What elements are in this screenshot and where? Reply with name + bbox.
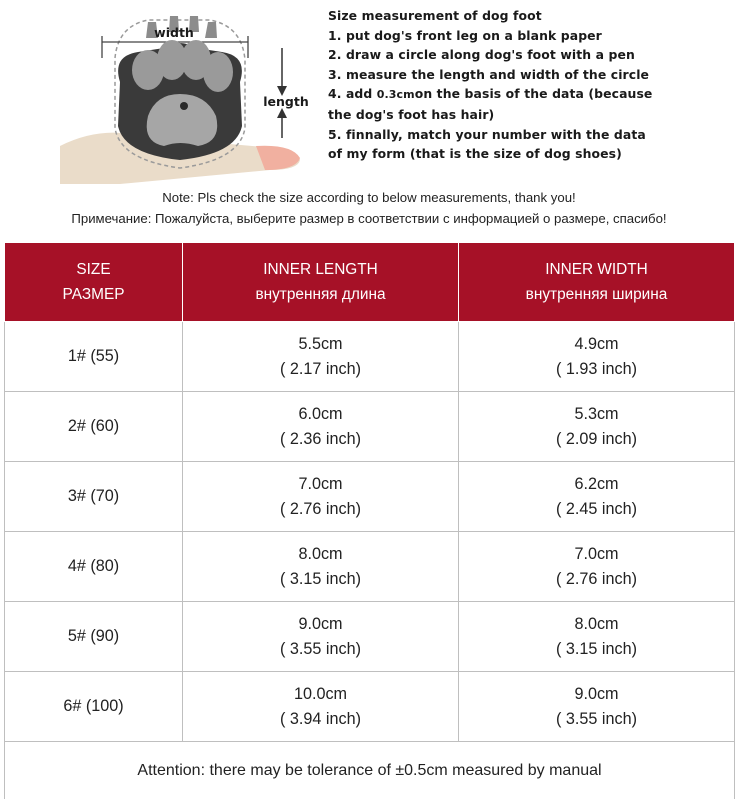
instruction-step-5: 5. finnally, match your number with the data [328, 126, 646, 142]
table-footer-row [5, 742, 735, 799]
tolerance-note: Attention: there may be tolerance of ±0.5cm measured by manual [5, 742, 735, 799]
table-row [5, 602, 735, 672]
measurement-guide [0, 0, 738, 182]
width-cm: 4.9cm [574, 334, 619, 353]
header-size-en: SIZE [76, 261, 111, 278]
header-length-ru: внутренняя длина [255, 286, 386, 303]
length-label: length [263, 94, 309, 109]
instruction-step-2: 2. draw a circle along dog's foot with a pen [328, 47, 635, 63]
width-cell [459, 532, 735, 602]
width-cell [459, 322, 735, 392]
instructions-title: Size measurement of dog foot [328, 8, 542, 23]
width-cell [459, 462, 735, 532]
width-cm: 8.0cm [574, 614, 619, 633]
size-table [4, 242, 735, 799]
width-label: width [154, 25, 194, 40]
length-cell [183, 392, 459, 462]
length-cell [183, 322, 459, 392]
width-cell [459, 672, 735, 742]
length-cell [183, 672, 459, 742]
width-inch: ( 3.15 inch) [556, 639, 637, 658]
instruction-step-5-cont: of my form (that is the size of dog shoes) [328, 146, 622, 162]
header-inner-length [183, 243, 459, 322]
size-cell: 1# (55) [5, 322, 183, 392]
width-cm: 7.0cm [574, 544, 619, 563]
width-inch: ( 2.09 inch) [556, 429, 637, 448]
width-cell [459, 392, 735, 462]
header-width-en: INNER WIDTH [545, 261, 648, 278]
size-cell: 4# (80) [5, 532, 183, 602]
length-inch: ( 2.36 inch) [280, 429, 361, 448]
size-cell: 3# (70) [5, 462, 183, 532]
length-cell [183, 602, 459, 672]
size-cell: 6# (100) [5, 672, 183, 742]
length-inch: ( 2.17 inch) [280, 359, 361, 378]
length-inch: ( 3.55 inch) [280, 639, 361, 658]
length-cm: 6.0cm [298, 404, 343, 423]
instruction-step-4 [328, 84, 733, 105]
header-length-en: INNER LENGTH [263, 261, 378, 278]
note-russian: Примечание: Пожалуйста, выберите размер в соответствии с информацией о размере, спасибо! [71, 211, 667, 226]
table-row [5, 462, 735, 532]
instruction-step-4-cont: the dog's foot has hair) [328, 106, 495, 122]
width-inch: ( 1.93 inch) [556, 359, 637, 378]
width-inch: ( 2.76 inch) [556, 569, 637, 588]
length-cm: 8.0cm [298, 544, 343, 563]
table-row [5, 532, 735, 602]
instruction-step-4-value: 0.3cm [376, 88, 415, 102]
table-row [5, 392, 735, 462]
width-cell [459, 602, 735, 672]
size-cell: 2# (60) [5, 392, 183, 462]
length-inch: ( 2.76 inch) [280, 499, 361, 518]
width-cm: 5.3cm [574, 404, 619, 423]
length-inch: ( 3.15 inch) [280, 569, 361, 588]
header-size-ru: РАЗМЕР [62, 286, 125, 303]
length-inch: ( 3.94 inch) [280, 709, 361, 728]
length-cm: 7.0cm [298, 474, 343, 493]
header-size [5, 243, 183, 322]
table-row [5, 672, 735, 742]
instruction-step-3: 3. measure the length and width of the circle [328, 66, 650, 82]
note-english: Note: Pls check the size according to below measurements, thank you! [162, 190, 576, 205]
instruction-step-1: 1. put dog's front leg on a blank paper [328, 27, 602, 43]
width-inch: ( 3.55 inch) [556, 709, 637, 728]
width-cm: 6.2cm [574, 474, 619, 493]
instruction-step-4-prefix: 4. add [328, 86, 377, 102]
width-inch: ( 2.45 inch) [556, 499, 637, 518]
instruction-step-4-suffix: on the basis of the data (because [414, 86, 653, 102]
length-cm: 10.0cm [293, 684, 348, 703]
length-cm: 5.5cm [298, 334, 343, 353]
table-header-row [5, 243, 735, 322]
length-cm: 9.0cm [298, 614, 343, 633]
header-inner-width [459, 243, 735, 322]
dog-paw-measurement-illustration [60, 8, 330, 184]
width-cm: 9.0cm [574, 684, 619, 703]
length-cell [183, 462, 459, 532]
size-cell: 5# (90) [5, 602, 183, 672]
table-row [5, 322, 735, 392]
header-width-ru: внутренняя ширина [525, 286, 668, 303]
length-cell [183, 532, 459, 602]
measurement-instructions [328, 6, 733, 164]
